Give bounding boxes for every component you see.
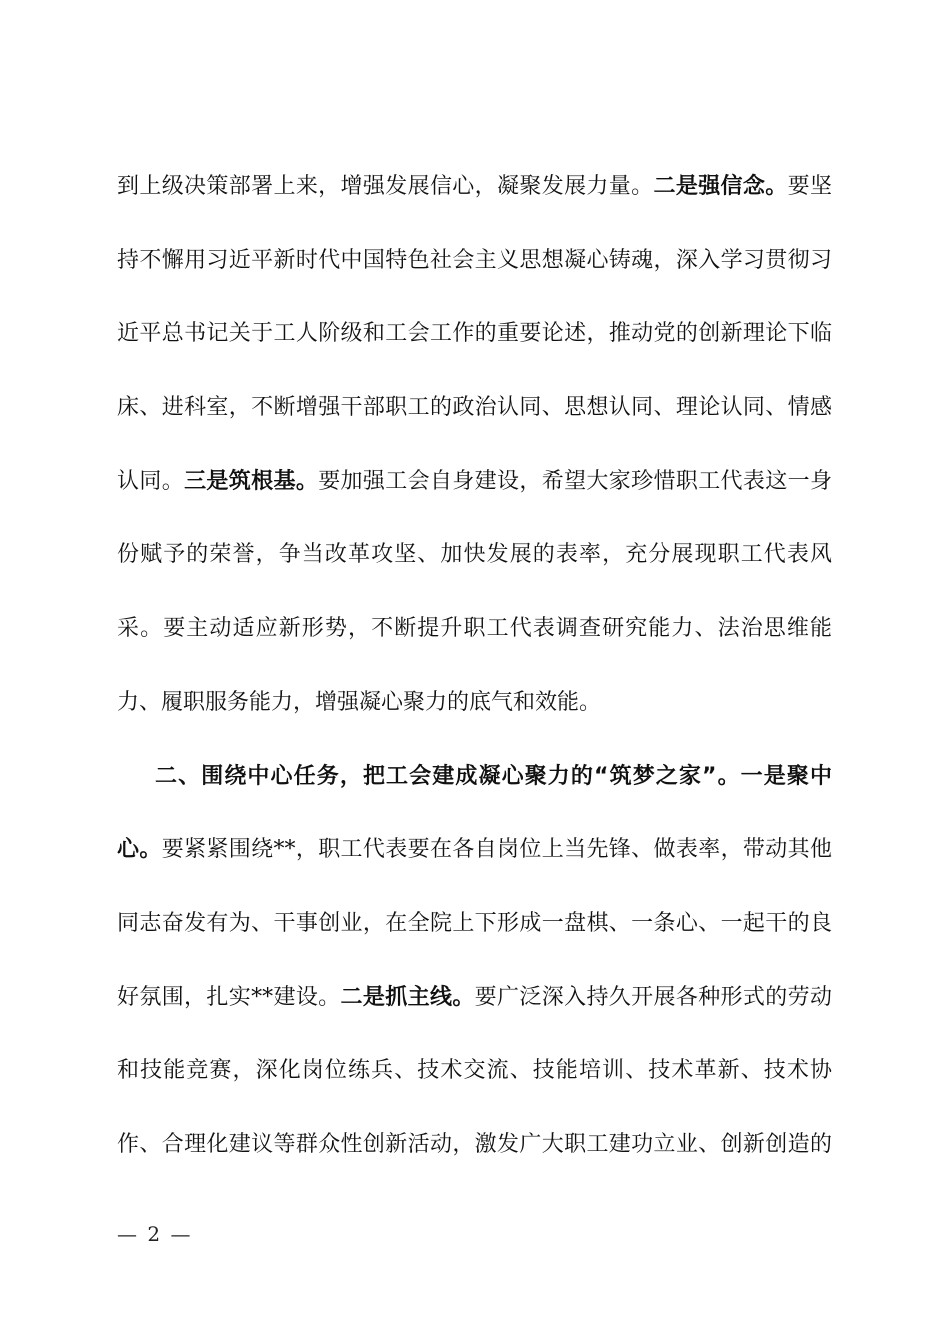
text-line xyxy=(117,905,832,979)
text-run: 力、履职服务能力，增强凝心聚力的底气和效能。 xyxy=(117,689,602,715)
text-line xyxy=(117,979,832,1053)
text-run: 要紧紧围绕**，职工代表要在各自岗位上当先锋、做表率，带动其他 xyxy=(161,837,832,863)
text-run: 近平总书记关于工人阶级和工会工作的重要论述，推动党的创新理论下临 xyxy=(117,321,832,347)
bold-text-run: 心。 xyxy=(117,837,162,863)
line-content xyxy=(117,979,832,1053)
line-content xyxy=(117,389,832,463)
line-content xyxy=(117,168,832,242)
text-run: 要加强工会自身建设，希望大家珍惜职工代表这一身 xyxy=(318,468,832,494)
text-run: 要广泛深入持久开展各种形式的劳动 xyxy=(474,984,832,1010)
text-run: 同志奋发有为、干事创业，在全院上下形成一盘棋、一条心、一起干的良 xyxy=(117,910,832,936)
line-content xyxy=(117,905,832,979)
text-line xyxy=(117,1126,832,1200)
text-line xyxy=(117,242,832,316)
line-content xyxy=(117,1126,832,1200)
text-run: 要坚 xyxy=(787,174,832,199)
text-run: 床、进科室，不断增强干部职工的政治认同、思想认同、理论认同、情感 xyxy=(117,395,832,421)
text-run: 和技能竞赛，深化岗位练兵、技术交流、技能培训、技术革新、技术协 xyxy=(117,1058,832,1084)
document-body xyxy=(117,168,832,1200)
text-run: 持不懈用习近平新时代中国特色社会主义思想凝心铸魂，深入学习贯彻习 xyxy=(117,247,832,273)
line-content xyxy=(117,831,832,905)
line-content xyxy=(117,463,832,537)
text-line xyxy=(117,610,832,684)
text-run: 到上级决策部署上来，增强发展信心，凝聚发展力量。 xyxy=(117,174,654,199)
section-heading-line xyxy=(117,758,832,832)
section-heading: 二、围绕中心任务，把工会建成凝心聚力的“筑梦之家”。一是聚中 xyxy=(155,763,832,789)
bold-text-run: 二是抓主线。 xyxy=(340,984,475,1010)
line-content xyxy=(117,242,832,316)
text-line xyxy=(117,831,832,905)
line-content xyxy=(117,684,832,758)
line-content xyxy=(155,758,832,832)
text-line xyxy=(117,1052,832,1126)
text-run: 作、合理化建议等群众性创新活动，激发广大职工建功立业、创新创造的 xyxy=(117,1131,832,1157)
text-line xyxy=(117,315,832,389)
line-content xyxy=(117,536,832,610)
bold-text-run: 二是强信念。 xyxy=(653,174,788,199)
text-line xyxy=(117,463,832,537)
line-content xyxy=(117,610,832,684)
text-run: 份赋予的荣誉，争当改革攻坚、加快发展的表率，充分展现职工代表风 xyxy=(117,542,832,568)
text-line-paragraph-end xyxy=(117,684,832,758)
page-number: — 2 — xyxy=(117,1222,193,1246)
text-run: 认同。 xyxy=(117,468,185,494)
text-run: 好氛围，扎实**建设。 xyxy=(117,984,341,1010)
line-content xyxy=(117,315,832,389)
bold-text-run: 三是筑根基。 xyxy=(184,468,319,494)
text-line xyxy=(117,168,832,242)
text-line xyxy=(117,536,832,610)
line-content xyxy=(117,1052,832,1126)
text-run: 采。要主动适应新形势，不断提升职工代表调查研究能力、法治思维能 xyxy=(117,616,832,642)
text-line xyxy=(117,389,832,463)
